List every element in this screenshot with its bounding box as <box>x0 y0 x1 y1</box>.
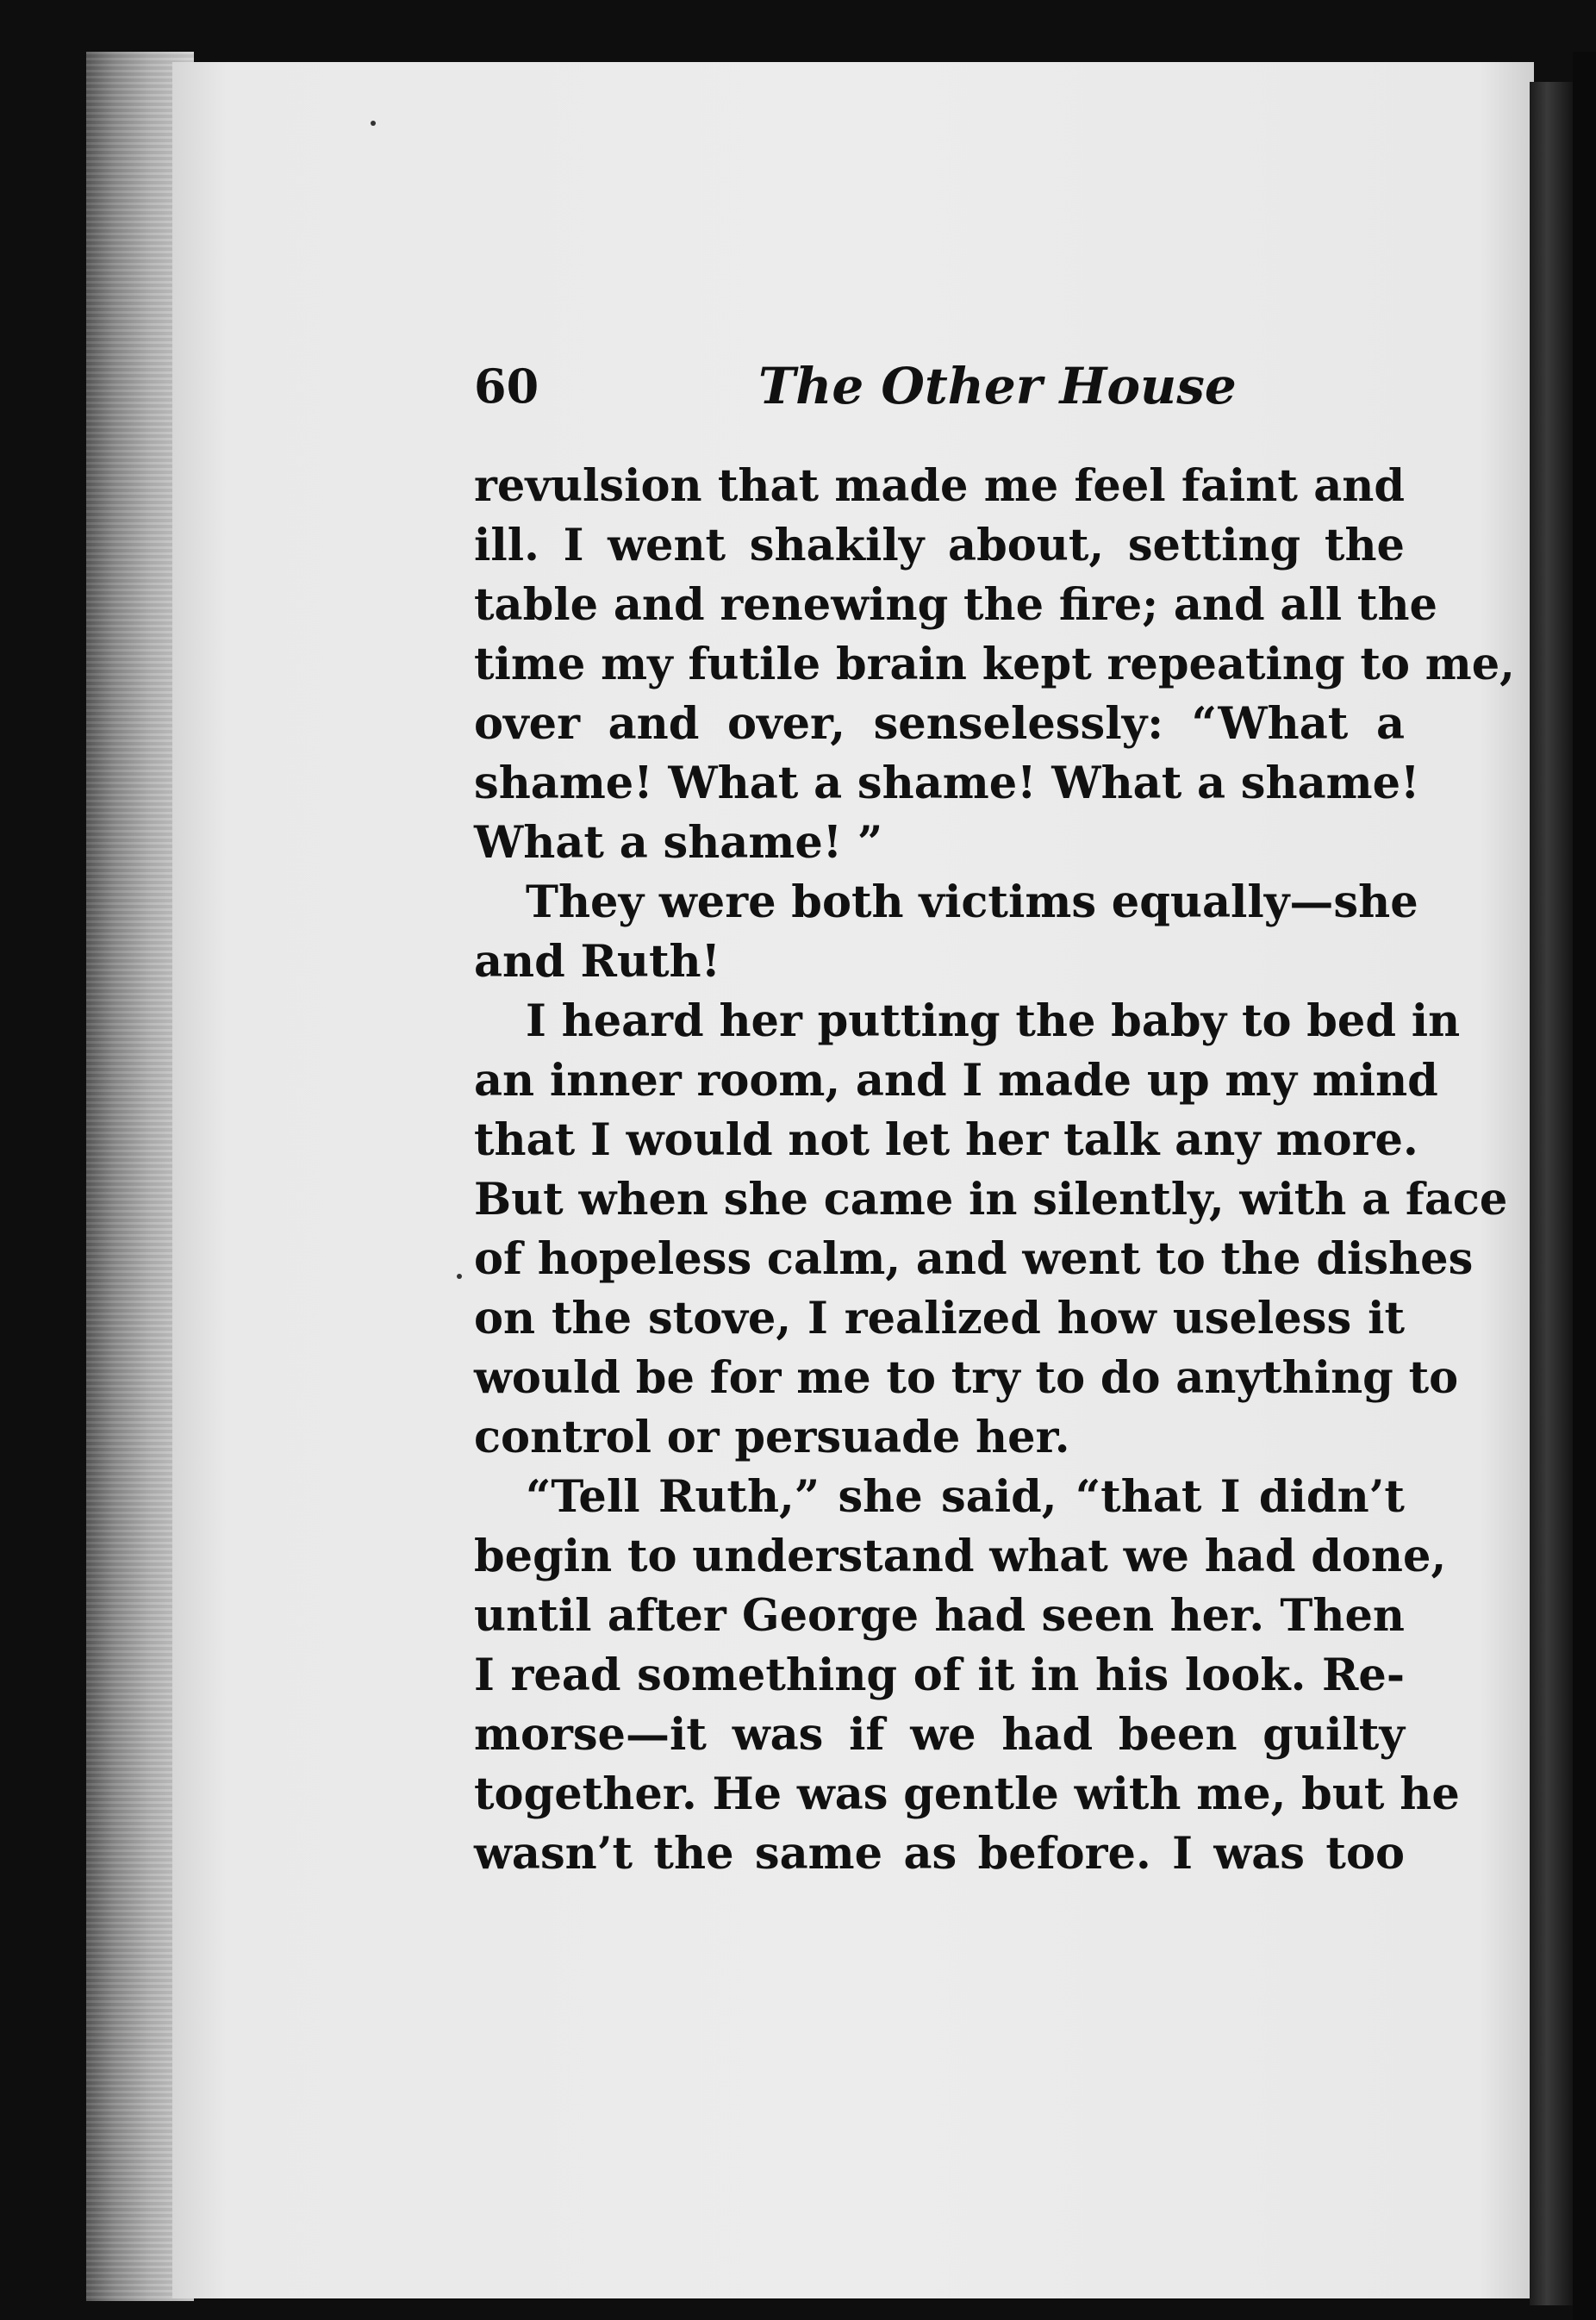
text-line: “Tell Ruth,” she said, “that I didn’t <box>526 1471 1405 1523</box>
dust-speck <box>371 121 376 126</box>
running-head-title: The Other House <box>758 357 1237 415</box>
text-line: together. He was gentle with me, but he <box>474 1768 1460 1820</box>
text-line: of hopeless calm, and went to the dishes <box>474 1233 1474 1285</box>
text-line: until after George had seen her. Then <box>474 1590 1405 1642</box>
page-number: 60 <box>474 359 539 414</box>
text-line: table and renewing the fire; and all the <box>474 579 1437 631</box>
text-line: on the stove, I realized how useless it <box>474 1293 1405 1344</box>
text-line: They were both victims equally—she <box>526 876 1418 928</box>
text-line: wasn’t the same as before. I was too <box>474 1828 1405 1880</box>
scan-border-right <box>1573 52 1596 2320</box>
text-line: over and over, senselessly: “What a <box>474 698 1405 750</box>
text-line: revulsion that made me feel faint and <box>474 460 1405 512</box>
text-line: that I would not let her talk any more. <box>474 1114 1418 1166</box>
text-line: time my futile brain kept repeating to me, <box>474 639 1515 690</box>
text-line: I heard her putting the baby to bed in <box>526 995 1461 1047</box>
text-line: control or persuade her. <box>474 1412 1070 1463</box>
text-line: But when she came in silently, with a face <box>474 1174 1508 1225</box>
text-line: an inner room, and I made up my mind <box>474 1055 1438 1107</box>
text-line: morse—it was if we had been guilty <box>474 1709 1405 1761</box>
text-line: shame! What a shame! What a shame! <box>474 758 1420 809</box>
text-line: and Ruth! <box>474 936 721 988</box>
text-line: begin to understand what we had done, <box>474 1531 1447 1582</box>
text-line: I read something of it in his look. Re- <box>474 1650 1405 1701</box>
text-line: What a shame! ” <box>474 817 883 869</box>
text-line: ill. I went shakily about, setting the <box>474 520 1405 571</box>
dust-speck <box>457 1274 462 1279</box>
page-edge-right <box>1530 82 1573 2305</box>
text-line: would be for me to try to do anything to <box>474 1352 1459 1404</box>
body-text <box>474 457 1515 1884</box>
page-header <box>474 352 1405 421</box>
